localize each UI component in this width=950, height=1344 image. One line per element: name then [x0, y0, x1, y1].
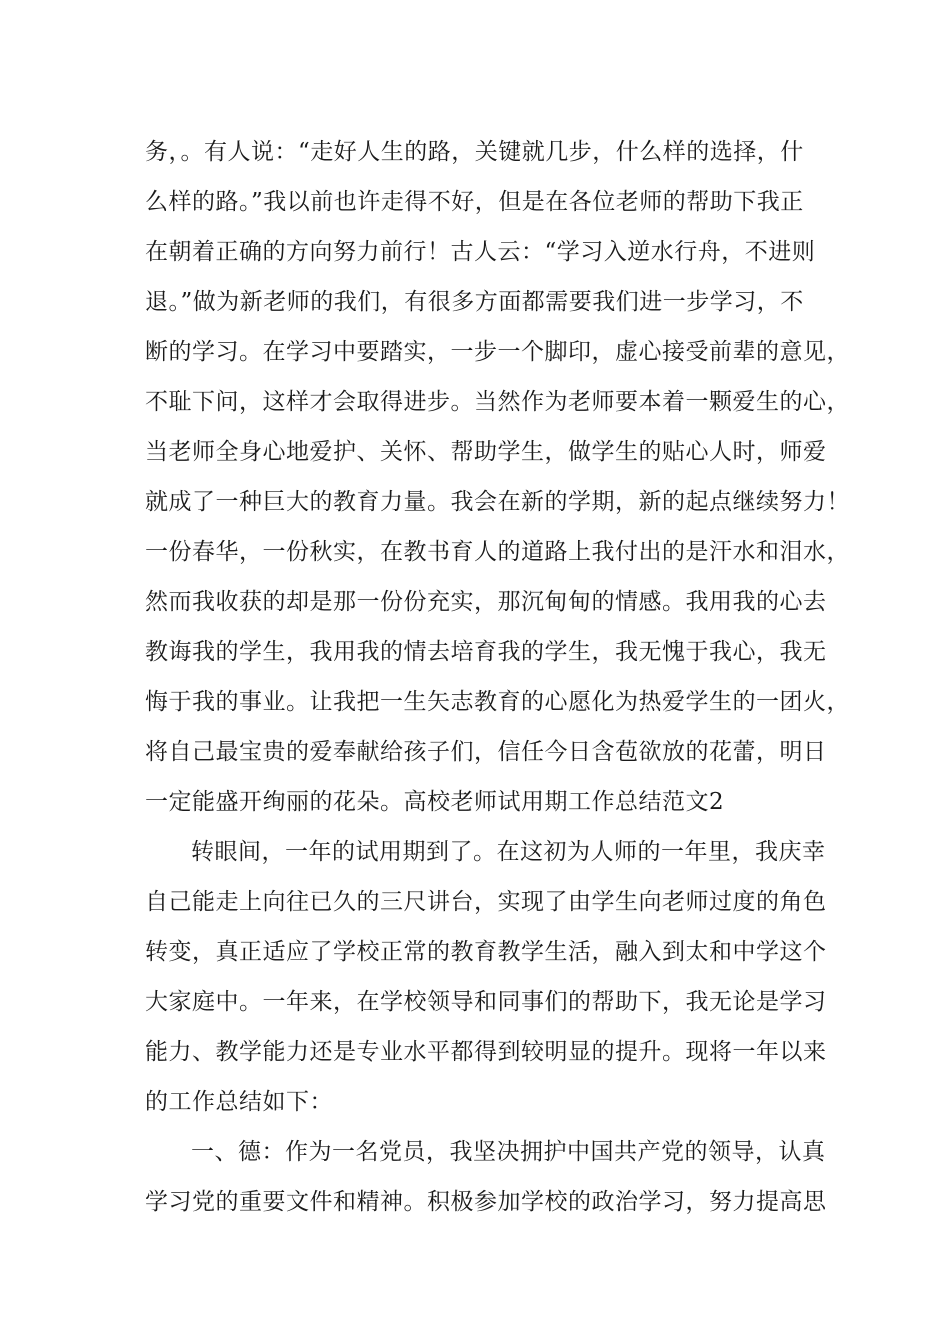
text-line: 能力、教学能力还是专业水平都得到较明显的提升。现将一年以来 — [145, 1039, 827, 1065]
text-line: 当老师全身心地爱护、关怀、帮助学生，做学生的贴心人时，师爱 — [145, 439, 827, 465]
text-line: 教诲我的学生，我用我的情去培育我的学生，我无愧于我心，我无 — [145, 639, 827, 665]
paragraph-first-line: 转眼间，一年的试用期到了。在这初为人师的一年里，我庆幸 — [191, 839, 826, 865]
text-line: 退。”做为新老师的我们，有很多方面都需要我们进一步学习，不 — [145, 289, 804, 315]
text-line: 学习党的重要文件和精神。积极参加学校的政治学习，努力提高思 — [145, 1189, 827, 1215]
text-line: 悔于我的事业。让我把一生矢志教育的心愿化为热爱学生的一团火， — [145, 689, 850, 715]
text-line: 转变，真正适应了学校正常的教育教学生活，融入到太和中学这个 — [145, 939, 827, 965]
text-line: 在朝着正确的方向努力前行！古人云：“学习入逆水行舟，不进则 — [145, 239, 816, 265]
text-line: 一定能盛开绚丽的花朵。高校老师试用期工作总结范文2 — [145, 789, 725, 815]
text-line: 自己能走上向往已久的三尺讲台，实现了由学生向老师过度的角色 — [145, 889, 827, 915]
text-line: 大家庭中。一年来，在学校领导和同事们的帮助下，我无论是学习 — [145, 989, 827, 1015]
text-line: 断的学习。在学习中要踏实，一步一个脚印，虚心接受前辈的意见， — [145, 339, 850, 365]
text-line: 么样的路。”我以前也许走得不好，但是在各位老师的帮助下我正 — [145, 189, 804, 215]
text-line: 不耻下问，这样才会取得进步。当然作为老师要本着一颗爱生的心， — [145, 389, 850, 415]
paragraph-first-line: 一、德：作为一名党员，我坚决拥护中国共产党的领导，认真 — [191, 1139, 826, 1165]
text-line: 将自己最宝贵的爱奉献给孩子们，信任今日含苞欲放的花蕾，明日 — [145, 739, 827, 765]
text-line: 就成了一种巨大的教育力量。我会在新的学期，新的起点继续努力！ — [145, 489, 850, 515]
text-line: 的工作总结如下： — [145, 1089, 333, 1115]
text-line: 然而我收获的却是那一份份充实，那沉甸甸的情感。我用我的心去 — [145, 589, 827, 615]
text-line: 一份春华，一份秋实，在教书育人的道路上我付出的是汗水和泪水， — [145, 539, 850, 565]
text-line: 务，。有人说：“走好人生的路，关键就几步，什么样的选择，什 — [145, 139, 804, 165]
